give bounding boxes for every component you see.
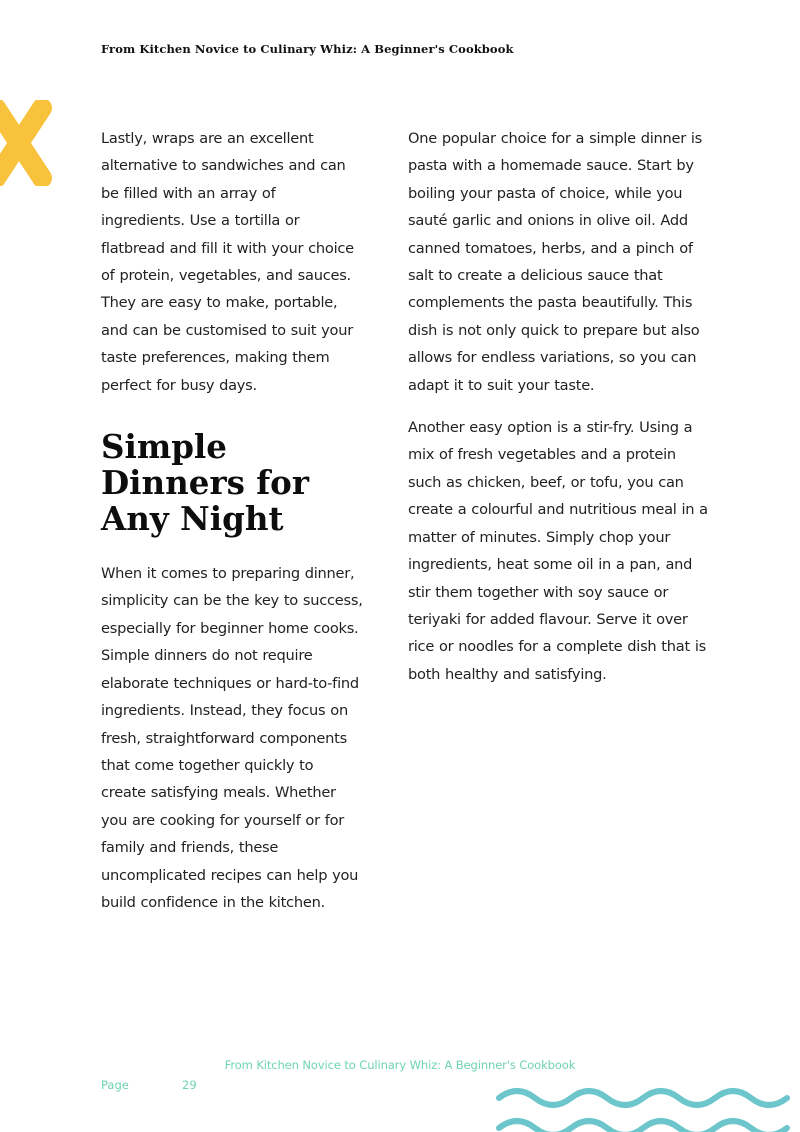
simple-dinners-paragraph: When it comes to preparing dinner, simplicity can be the key to success, especially for beginner home cooks. Simple dinners do not require elaborate techniques or hard-to-find ingredients. Instead, they focus on fresh, straightforward components that come together quickly to create satisfying meals. Whether you are cooking for yourself or for family and friends, these uncomplicated recipes can help you build confidence in the kitchen. bbox=[101, 565, 363, 911]
stir-fry-paragraph: Another easy option is a stir-fry. Using a mix of fresh vegetables and a protein such as chicken, beef, or tofu, you can create a colourful and nutritious meal in a matter of minutes. Simply chop your ingredients, heat some oil in a pan, and stir them together with soy sauce or teriyaki for added flavour. Serve it over rice or noodles for a complete dish that is both healthy and satisfying. bbox=[408, 419, 708, 683]
running-header: From Kitchen Novice to Culinary Whiz: A Beginner's Cookbook bbox=[101, 42, 514, 56]
teal-wave-lines-icon bbox=[495, 1078, 800, 1132]
footer-page-number: 29 bbox=[182, 1078, 197, 1092]
pasta-paragraph: One popular choice for a simple dinner is pasta with a homemade sauce. Start by boiling your pasta of choice, while you sauté garlic and onions in olive oil. Add canned tomatoes, herbs, and a pinch of salt to create a delicious sauce that complements the pasta beautifully. This dish is not only quick to prepare but also allows for endless variations, so you can adapt it to suit your taste. bbox=[408, 130, 703, 394]
wraps-paragraph: Lastly, wraps are an excellent alternative to sandwiches and can be filled with an array of ingredients. Use a tortilla or flatbread and fill it with your choice of protein, vegetables, and sauces. They are easy to make, portable, and can be customised to suit your taste preferences, making them perfect for busy days. bbox=[101, 130, 354, 394]
right-column bbox=[408, 125, 708, 688]
left-column bbox=[101, 125, 363, 916]
yellow-x-cross-icon bbox=[0, 100, 60, 186]
footer-book-title: From Kitchen Novice to Culinary Whiz: A Beginner's Cookbook bbox=[224, 1058, 576, 1072]
footer-page-label: Page bbox=[101, 1078, 129, 1092]
section-heading: Simple Dinners for Any Night bbox=[101, 427, 309, 539]
